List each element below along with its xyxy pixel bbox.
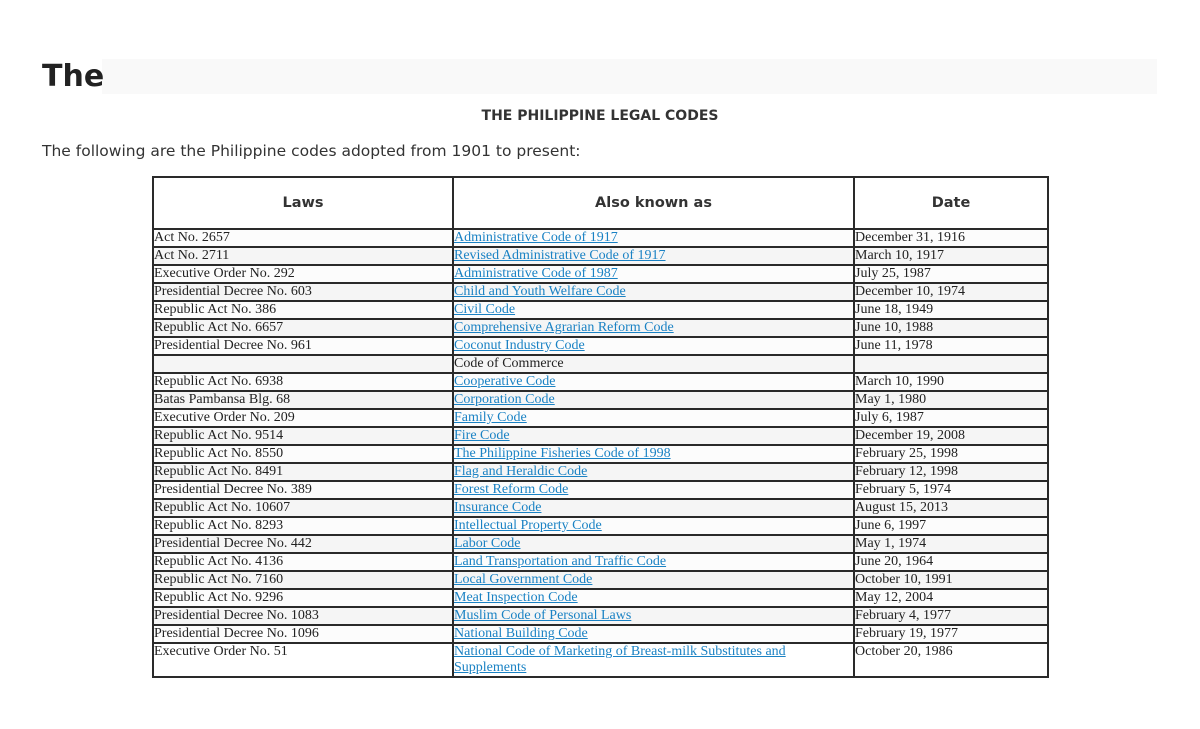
date-cell: June 10, 1988: [854, 319, 1048, 337]
date-cell: May 12, 2004: [854, 589, 1048, 607]
also-known-as-cell: [453, 571, 854, 589]
law-cell: Presidential Decree No. 603: [153, 283, 453, 301]
table-row: [153, 373, 1048, 391]
code-link[interactable]: Cooperative Code: [454, 374, 556, 389]
table-row: [153, 643, 1048, 677]
date-cell: December 19, 2008: [854, 427, 1048, 445]
also-known-as-cell: [453, 283, 854, 301]
also-known-as-cell: [453, 517, 854, 535]
table-row: [153, 409, 1048, 427]
code-link[interactable]: Corporation Code: [454, 392, 555, 407]
table-row: [153, 589, 1048, 607]
law-cell: Republic Act No. 386: [153, 301, 453, 319]
table-row: [153, 445, 1048, 463]
law-cell: Republic Act No. 9296: [153, 589, 453, 607]
date-cell: December 31, 1916: [854, 229, 1048, 247]
date-cell: March 10, 1917: [854, 247, 1048, 265]
law-cell: [153, 355, 453, 373]
table-row: [153, 247, 1048, 265]
table-row: [153, 553, 1048, 571]
table-body: [153, 229, 1048, 677]
date-cell: February 4, 1977: [854, 607, 1048, 625]
code-link[interactable]: Fire Code: [454, 428, 510, 443]
also-known-as-cell: Code of Commerce: [453, 355, 854, 373]
also-known-as-cell: [453, 409, 854, 427]
also-known-as-cell: [453, 229, 854, 247]
law-cell: Republic Act No. 6657: [153, 319, 453, 337]
code-link[interactable]: Insurance Code: [454, 500, 542, 515]
law-cell: Executive Order No. 292: [153, 265, 453, 283]
table-row: [153, 229, 1048, 247]
law-cell: Act No. 2657: [153, 229, 453, 247]
page-title: The: [42, 59, 105, 94]
law-cell: Republic Act No. 10607: [153, 499, 453, 517]
table-header-row: [153, 177, 1048, 229]
title-bar-background: [102, 59, 1157, 94]
law-cell: Presidential Decree No. 961: [153, 337, 453, 355]
date-cell: February 25, 1998: [854, 445, 1048, 463]
code-link[interactable]: Family Code: [454, 410, 527, 425]
date-cell: October 20, 1986: [854, 643, 1048, 677]
law-cell: Presidential Decree No. 1083: [153, 607, 453, 625]
table-row: [153, 319, 1048, 337]
table-row: [153, 535, 1048, 553]
also-known-as-cell: [453, 301, 854, 319]
code-link[interactable]: Muslim Code of Personal Laws: [454, 608, 632, 623]
code-link[interactable]: Flag and Heraldic Code: [454, 464, 588, 479]
date-cell: [854, 355, 1048, 373]
law-cell: Presidential Decree No. 1096: [153, 625, 453, 643]
date-cell: June 11, 1978: [854, 337, 1048, 355]
table-row: [153, 571, 1048, 589]
table-row: [153, 355, 1048, 373]
law-cell: Presidential Decree No. 389: [153, 481, 453, 499]
also-known-as-cell: [453, 265, 854, 283]
date-cell: February 19, 1977: [854, 625, 1048, 643]
table-row: [153, 391, 1048, 409]
date-cell: August 15, 2013: [854, 499, 1048, 517]
section-heading: THE PHILIPPINE LEGAL CODES: [481, 108, 719, 124]
header-also-known-as: Also known as: [453, 177, 854, 229]
code-link[interactable]: National Code of Marketing of Breast-milk Substitutes and Supplements: [454, 644, 786, 675]
table-row: [153, 301, 1048, 319]
law-cell: Batas Pambansa Blg. 68: [153, 391, 453, 409]
date-cell: June 20, 1964: [854, 553, 1048, 571]
code-link[interactable]: Land Transportation and Traffic Code: [454, 554, 667, 569]
date-cell: October 10, 1991: [854, 571, 1048, 589]
also-known-as-cell: [453, 553, 854, 571]
law-cell: Republic Act No. 8491: [153, 463, 453, 481]
code-link[interactable]: Administrative Code of 1987: [454, 266, 618, 281]
also-known-as-cell: [453, 643, 854, 677]
date-cell: July 6, 1987: [854, 409, 1048, 427]
code-link[interactable]: Administrative Code of 1917: [454, 230, 618, 245]
header-laws: Laws: [153, 177, 453, 229]
header-date: Date: [854, 177, 1048, 229]
table-row: [153, 427, 1048, 445]
also-known-as-cell: [453, 499, 854, 517]
code-link[interactable]: National Building Code: [454, 626, 588, 641]
code-link[interactable]: Local Government Code: [454, 572, 593, 587]
date-cell: June 6, 1997: [854, 517, 1048, 535]
code-link[interactable]: The Philippine Fisheries Code of 1998: [454, 446, 671, 461]
code-link[interactable]: Coconut Industry Code: [454, 338, 585, 353]
law-cell: Republic Act No. 6938: [153, 373, 453, 391]
law-cell: Republic Act No. 9514: [153, 427, 453, 445]
code-link[interactable]: Child and Youth Welfare Code: [454, 284, 626, 299]
table-row: [153, 625, 1048, 643]
code-link[interactable]: Labor Code: [454, 536, 521, 551]
date-cell: December 10, 1974: [854, 283, 1048, 301]
law-cell: Presidential Decree No. 442: [153, 535, 453, 553]
code-link[interactable]: Intellectual Property Code: [454, 518, 602, 533]
date-cell: July 25, 1987: [854, 265, 1048, 283]
law-cell: Act No. 2711: [153, 247, 453, 265]
table-row: [153, 463, 1048, 481]
code-link[interactable]: Forest Reform Code: [454, 482, 569, 497]
table-row: [153, 283, 1048, 301]
code-link[interactable]: Comprehensive Agrarian Reform Code: [454, 320, 674, 335]
legal-codes-table: [152, 176, 1049, 678]
table-row: [153, 481, 1048, 499]
date-cell: May 1, 1980: [854, 391, 1048, 409]
date-cell: February 5, 1974: [854, 481, 1048, 499]
law-cell: Republic Act No. 8293: [153, 517, 453, 535]
table-row: [153, 499, 1048, 517]
table-row: [153, 517, 1048, 535]
also-known-as-cell: [453, 463, 854, 481]
date-cell: February 12, 1998: [854, 463, 1048, 481]
code-link[interactable]: Civil Code: [454, 302, 516, 317]
code-link[interactable]: Meat Inspection Code: [454, 590, 578, 605]
law-cell: Republic Act No. 7160: [153, 571, 453, 589]
also-known-as-cell: [453, 391, 854, 409]
date-cell: May 1, 1974: [854, 535, 1048, 553]
law-cell: Republic Act No. 8550: [153, 445, 453, 463]
date-cell: June 18, 1949: [854, 301, 1048, 319]
also-known-as-cell: [453, 625, 854, 643]
also-known-as-cell: [453, 481, 854, 499]
law-cell: Executive Order No. 209: [153, 409, 453, 427]
also-known-as-cell: [453, 337, 854, 355]
law-cell: Executive Order No. 51: [153, 643, 453, 677]
also-known-as-cell: [453, 427, 854, 445]
also-known-as-cell: [453, 319, 854, 337]
also-known-as-cell: [453, 535, 854, 553]
also-known-as-cell: [453, 589, 854, 607]
law-cell: Republic Act No. 4136: [153, 553, 453, 571]
also-known-as-cell: [453, 445, 854, 463]
intro-paragraph: The following are the Philippine codes adopted from 1901 to present:: [42, 142, 581, 160]
table-row: [153, 265, 1048, 283]
also-known-as-cell: [453, 247, 854, 265]
table-row: [153, 607, 1048, 625]
also-known-as-cell: [453, 607, 854, 625]
code-link[interactable]: Revised Administrative Code of 1917: [454, 248, 666, 263]
also-known-as-cell: [453, 373, 854, 391]
table-row: [153, 337, 1048, 355]
date-cell: March 10, 1990: [854, 373, 1048, 391]
